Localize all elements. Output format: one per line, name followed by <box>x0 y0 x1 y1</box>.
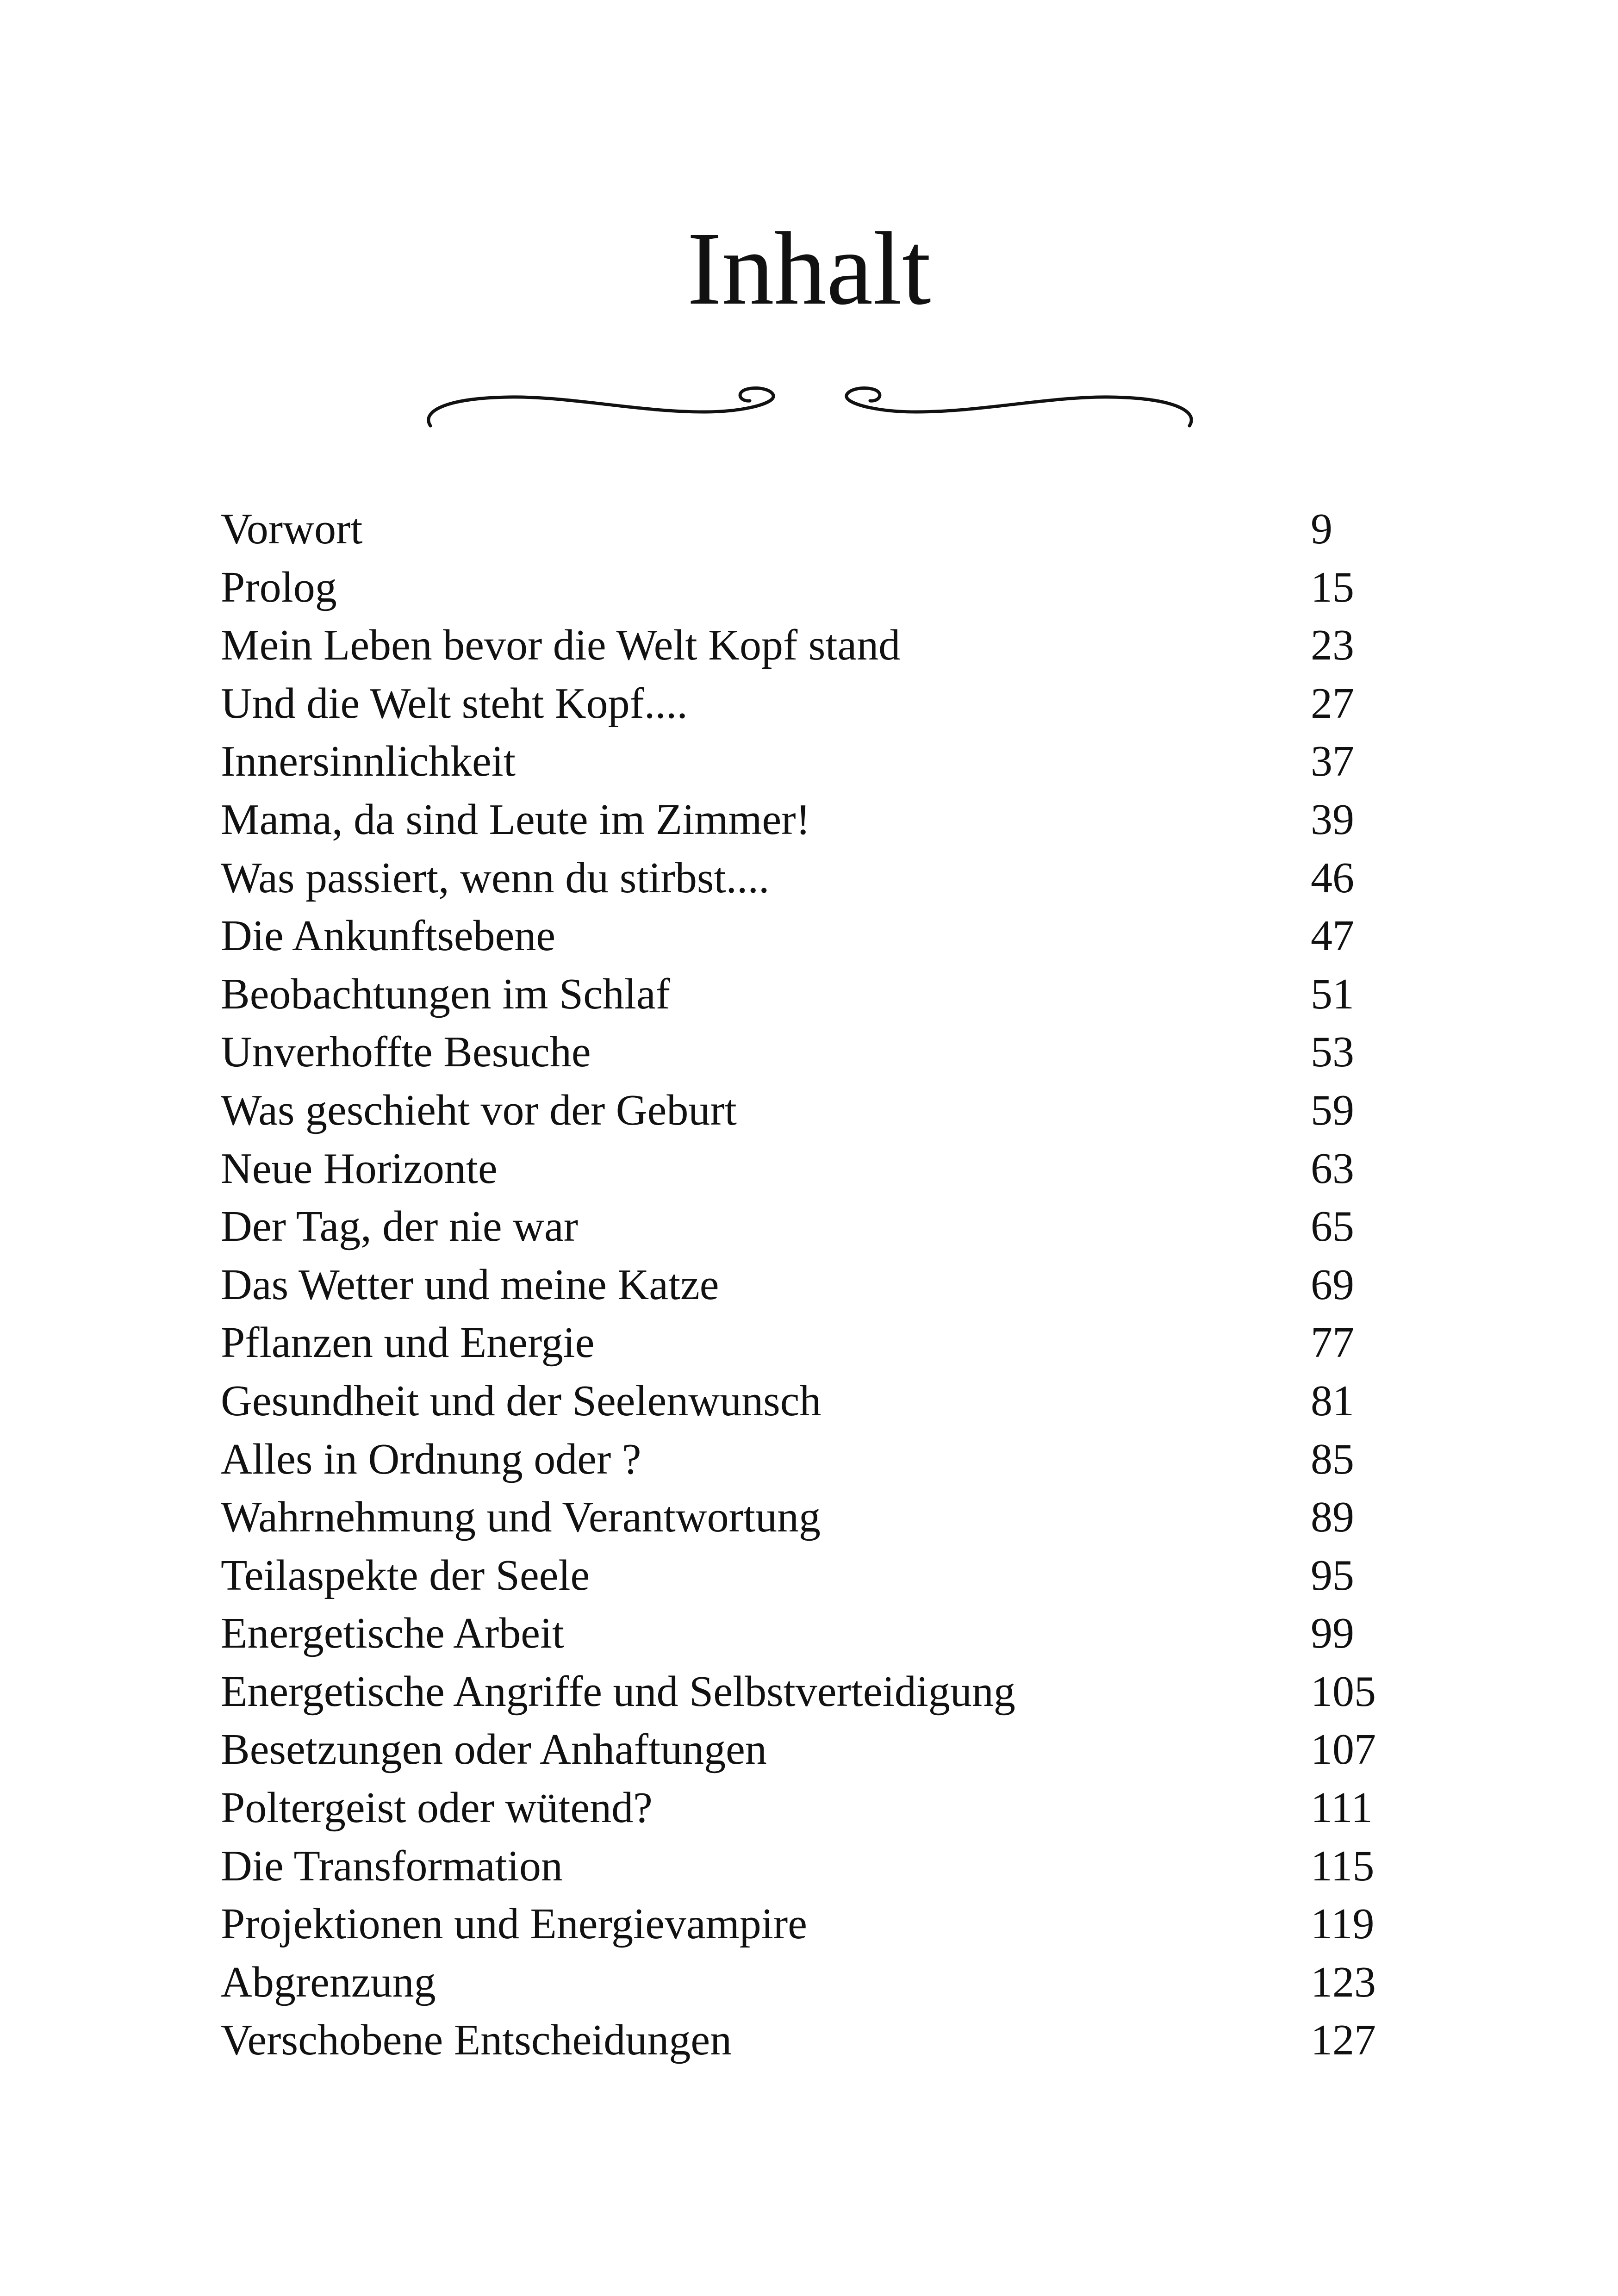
toc-entry <box>221 1431 1424 1489</box>
toc-entry <box>221 1895 1424 1954</box>
toc-entry <box>221 1547 1424 1605</box>
toc-entry <box>221 500 1424 559</box>
toc-entry-title: Was passiert, wenn du stirbst.... <box>221 853 770 902</box>
table-of-contents <box>221 500 1424 2070</box>
toc-entry-title: Unverhoffte Besuche <box>221 1028 591 1076</box>
toc-entry <box>221 1256 1424 1314</box>
toc-entry-page: 65 <box>1311 1202 1354 1251</box>
toc-entry <box>221 965 1424 1024</box>
toc-entry <box>221 559 1424 617</box>
toc-entry-page: 23 <box>1311 621 1354 670</box>
toc-entry-title: Vorwort <box>221 505 363 553</box>
toc-entry-page: 15 <box>1311 563 1354 611</box>
toc-entry-page: 107 <box>1311 1725 1376 1774</box>
toc-entry-page: 127 <box>1311 2016 1376 2065</box>
toc-entry-title: Verschobene Entscheidungen <box>221 2016 732 2065</box>
toc-entry-title: Energetische Angriffe und Selbstverteidigung <box>221 1667 1015 1716</box>
toc-entry <box>221 616 1424 675</box>
toc-entry-page: 27 <box>1311 679 1354 728</box>
toc-entry <box>221 1488 1424 1547</box>
toc-entry-page: 89 <box>1311 1493 1354 1542</box>
toc-entry-title: Mama, da sind Leute im Zimmer! <box>221 795 810 844</box>
toc-entry-page: 119 <box>1311 1900 1375 1948</box>
toc-entry-title: Prolog <box>221 563 337 611</box>
toc-entry <box>221 791 1424 849</box>
toc-entry-page: 69 <box>1311 1260 1354 1309</box>
toc-entry-page: 39 <box>1311 795 1354 844</box>
toc-entry-page: 115 <box>1311 1842 1375 1890</box>
toc-entry <box>221 1721 1424 1779</box>
toc-entry <box>221 907 1424 965</box>
toc-entry-title: Der Tag, der nie war <box>221 1202 579 1251</box>
page-title: Inhalt <box>687 211 931 326</box>
toc-entry <box>221 1140 1424 1198</box>
toc-entry-title: Das Wetter und meine Katze <box>221 1260 719 1309</box>
toc-entry-title: Wahrnehmung und Verantwortung <box>221 1493 821 1542</box>
toc-entry <box>221 1605 1424 1663</box>
toc-entry-page: 9 <box>1311 505 1332 553</box>
toc-entry-title: Poltergeist oder wütend? <box>221 1784 653 1832</box>
toc-entry-title: Pflanzen und Energie <box>221 1319 595 1367</box>
toc-entry-title: Die Transformation <box>221 1842 563 1890</box>
toc-entry <box>221 675 1424 733</box>
toc-entry <box>221 1023 1424 1082</box>
toc-entry-title: Die Ankunftsebene <box>221 912 556 960</box>
toc-entry-title: Alles in Ordnung oder ? <box>221 1435 641 1483</box>
toc-entry-page: 63 <box>1311 1144 1354 1193</box>
toc-entry <box>221 2011 1424 2070</box>
toc-entry <box>221 1372 1424 1431</box>
toc-entry-page: 123 <box>1311 1958 1376 2006</box>
toc-entry-page: 46 <box>1311 853 1354 902</box>
toc-entry <box>221 733 1424 791</box>
toc-entry-page: 105 <box>1311 1667 1376 1716</box>
toc-entry <box>221 1082 1424 1140</box>
toc-entry-title: Und die Welt steht Kopf.... <box>221 679 688 728</box>
toc-entry-title: Abgrenzung <box>221 1958 436 2006</box>
toc-entry-title: Innersinnlichkeit <box>221 737 516 786</box>
toc-entry-page: 77 <box>1311 1319 1354 1367</box>
toc-entry-page: 37 <box>1311 737 1354 786</box>
toc-entry <box>221 1779 1424 1837</box>
toc-entry-page: 85 <box>1311 1435 1354 1483</box>
toc-entry <box>221 1837 1424 1896</box>
toc-entry-title: Beobachtungen im Schlaf <box>221 970 671 1018</box>
toc-entry-page: 53 <box>1311 1028 1354 1076</box>
toc-entry-title: Energetische Arbeit <box>221 1609 565 1658</box>
toc-entry-title: Mein Leben bevor die Welt Kopf stand <box>221 621 901 670</box>
toc-entry-page: 51 <box>1311 970 1354 1018</box>
toc-entry-page: 95 <box>1311 1551 1354 1599</box>
toc-entry-title: Besetzungen oder Anhaftungen <box>221 1725 767 1774</box>
toc-entry <box>221 1198 1424 1256</box>
flourish-ornament-icon <box>417 380 1203 435</box>
toc-entry <box>221 1954 1424 2012</box>
toc-entry-page: 47 <box>1311 912 1354 960</box>
toc-entry-page: 81 <box>1311 1376 1354 1425</box>
toc-entry-title: Was geschieht vor der Geburt <box>221 1086 737 1134</box>
toc-entry-page: 99 <box>1311 1609 1354 1658</box>
toc-entry-title: Neue Horizonte <box>221 1144 498 1193</box>
toc-entry <box>221 849 1424 908</box>
toc-entry-title: Projektionen und Energievampire <box>221 1900 807 1948</box>
toc-entry-page: 59 <box>1311 1086 1354 1134</box>
toc-entry-page: 111 <box>1311 1784 1373 1832</box>
toc-entry <box>221 1663 1424 1721</box>
toc-entry-title: Gesundheit und der Seelenwunsch <box>221 1376 821 1425</box>
toc-entry-title: Teilaspekte der Seele <box>221 1551 590 1599</box>
toc-entry <box>221 1314 1424 1372</box>
